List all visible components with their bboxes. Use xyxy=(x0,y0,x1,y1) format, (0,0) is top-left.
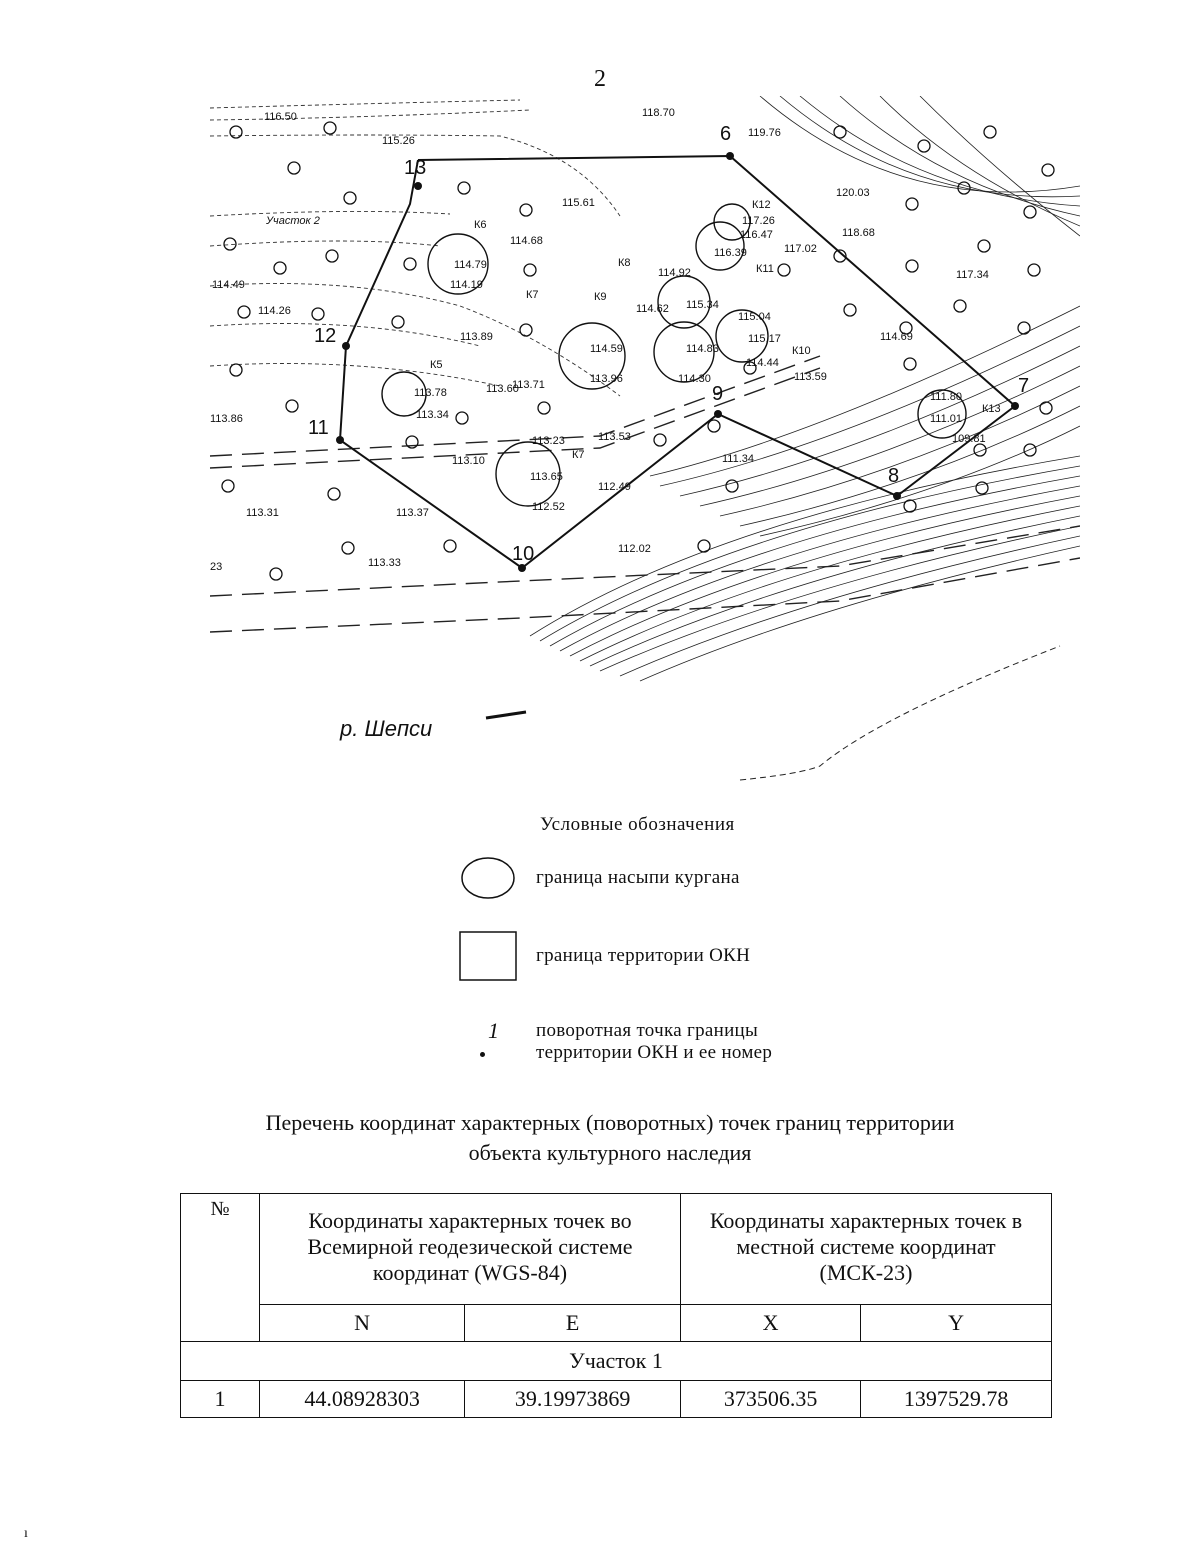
svg-text:114.68: 114.68 xyxy=(510,235,543,247)
legend-kurgan xyxy=(440,856,740,900)
point-label-10: 10 xyxy=(512,543,535,565)
legend-turning-point-line1: поворотная точка границы xyxy=(536,1020,759,1041)
svg-text:116.39: 116.39 xyxy=(714,247,747,259)
svg-text:113.86: 113.86 xyxy=(210,413,243,425)
svg-text:114.79: 114.79 xyxy=(454,259,487,271)
point-label-13: 13 xyxy=(404,157,427,179)
section-label: Участок 1 xyxy=(181,1342,1052,1381)
coordinates-list-title-line1: Перечень координат характерных (поворотных) точек границ территории xyxy=(265,1110,955,1135)
kurgan-label-k7-second: К7 xyxy=(572,449,585,461)
point-label-11: 11 xyxy=(308,417,329,439)
table-section-row xyxy=(181,1342,1052,1381)
kurgan-label-k9: К9 xyxy=(594,291,607,303)
cell-x: 373506.35 xyxy=(681,1381,861,1418)
svg-text:23: 23 xyxy=(210,561,223,573)
kurgan-label-k8: К8 xyxy=(618,257,631,269)
river-flow-arrow xyxy=(486,712,526,718)
svg-text:113.71: 113.71 xyxy=(512,379,545,391)
legend-turning-point xyxy=(440,1018,772,1066)
point-label-8: 8 xyxy=(888,465,900,487)
legend-okn xyxy=(440,930,750,982)
kurgan-label-k11: К11 xyxy=(756,263,774,275)
svg-text:111.01: 111.01 xyxy=(930,413,963,425)
svg-text:113.89: 113.89 xyxy=(460,331,493,343)
svg-text:113.23: 113.23 xyxy=(532,435,565,447)
point-label-9: 9 xyxy=(712,383,724,405)
svg-text:116.50: 116.50 xyxy=(264,111,297,123)
table-subheader-row xyxy=(181,1305,1052,1342)
svg-text:120.03: 120.03 xyxy=(836,187,870,199)
svg-text:115.34: 115.34 xyxy=(686,299,719,311)
river-label: р. Шепси xyxy=(340,716,433,741)
turning-point-dot-icon xyxy=(480,1052,485,1057)
svg-text:113.65: 113.65 xyxy=(530,471,563,483)
svg-text:113.60: 113.60 xyxy=(486,383,519,395)
svg-text:114.49: 114.49 xyxy=(212,279,245,291)
kurgan-label-k13: К13 xyxy=(982,403,1001,415)
col-msk-header: Координаты характерных точек в местной системе координат (МСК-23) xyxy=(681,1194,1052,1305)
kurgan-label-k10: К10 xyxy=(792,345,811,357)
svg-text:112.02: 112.02 xyxy=(618,543,651,555)
coordinates-list-title xyxy=(160,1108,1060,1168)
okn-square-icon xyxy=(458,930,518,982)
svg-text:114.44: 114.44 xyxy=(746,357,779,369)
kurgan-label-k6: К6 xyxy=(474,219,487,231)
legend-okn-label: граница территории ОКН xyxy=(536,945,751,966)
footer-mark: ı xyxy=(24,1526,28,1541)
col-y-header: Y xyxy=(861,1305,1052,1342)
cell-y: 1397529.78 xyxy=(861,1381,1052,1418)
kurgan-k11 xyxy=(696,222,744,270)
point-label-12: 12 xyxy=(314,325,337,347)
legend-turning-point-line2: территории ОКН и ее номер xyxy=(536,1042,773,1063)
svg-text:111.80: 111.80 xyxy=(930,391,963,403)
svg-text:114.59: 114.59 xyxy=(590,343,623,355)
svg-text:114.62: 114.62 xyxy=(636,303,669,315)
kurgan-label-k12: К12 xyxy=(752,199,771,211)
river-bank xyxy=(740,646,1060,780)
col-no-header: № xyxy=(181,1194,260,1342)
svg-text:113.59: 113.59 xyxy=(794,371,827,383)
kurgan-label-k7: К7 xyxy=(526,289,539,301)
kurgan-circle-icon xyxy=(460,856,516,900)
svg-text:117.02: 117.02 xyxy=(784,243,817,255)
svg-text:113.33: 113.33 xyxy=(368,557,401,569)
svg-text:113.10: 113.10 xyxy=(452,455,485,467)
site-map xyxy=(200,96,1080,786)
cell-e: 39.19973869 xyxy=(465,1381,681,1418)
col-x-header: X xyxy=(681,1305,861,1342)
slope-hatching xyxy=(530,96,1080,681)
svg-text:119.76: 119.76 xyxy=(748,127,781,139)
svg-text:115.17: 115.17 xyxy=(748,333,781,345)
svg-text:115.26: 115.26 xyxy=(382,135,415,147)
svg-text:114.83: 114.83 xyxy=(686,343,719,355)
kurgan-label-k5: К5 xyxy=(430,359,443,371)
legend-kurgan-label: граница насыпи кургана xyxy=(536,867,740,888)
svg-text:116.47: 116.47 xyxy=(740,229,773,241)
table-row xyxy=(181,1381,1052,1418)
cell-n: 44.08928303 xyxy=(260,1381,465,1418)
svg-text:109.81: 109.81 xyxy=(952,433,986,445)
svg-text:111.34: 111.34 xyxy=(722,453,755,465)
svg-text:117.26: 117.26 xyxy=(742,215,775,227)
coordinates-table xyxy=(180,1193,1052,1418)
cell-no: 1 xyxy=(181,1381,260,1418)
svg-text:114.19: 114.19 xyxy=(450,279,483,291)
svg-text:113.53: 113.53 xyxy=(598,431,631,443)
point-label-6: 6 xyxy=(720,123,732,145)
svg-text:113.31: 113.31 xyxy=(246,507,279,519)
svg-text:113.96: 113.96 xyxy=(590,373,623,385)
svg-text:114.26: 114.26 xyxy=(258,305,291,317)
svg-text:113.34: 113.34 xyxy=(416,409,449,421)
coordinates-list-title-line2: объекта культурного наследия xyxy=(468,1140,752,1165)
plot-label: Участок 2 xyxy=(266,215,320,227)
turning-point-number: 1 xyxy=(488,1018,499,1043)
legend-title: Условные обозначения xyxy=(540,814,735,835)
svg-text:114.92: 114.92 xyxy=(658,267,691,279)
table-header-row xyxy=(181,1194,1052,1305)
svg-text:114.30: 114.30 xyxy=(678,373,711,385)
svg-text:117.34: 117.34 xyxy=(956,269,989,281)
col-wgs-header: Координаты характерных точек во Всемирной геодезической системе координат (WGS-84) xyxy=(260,1194,681,1305)
svg-text:118.68: 118.68 xyxy=(842,227,875,239)
svg-text:112.52: 112.52 xyxy=(532,501,565,513)
survey-points xyxy=(222,122,1054,580)
svg-text:113.37: 113.37 xyxy=(396,507,429,519)
svg-text:118.70: 118.70 xyxy=(642,107,675,119)
svg-text:112.49: 112.49 xyxy=(598,481,631,493)
svg-text:115.61: 115.61 xyxy=(562,197,595,209)
svg-text:113.78: 113.78 xyxy=(414,387,447,399)
svg-text:114.69: 114.69 xyxy=(880,331,913,343)
svg-text:115.04: 115.04 xyxy=(738,311,771,323)
col-e-header: E xyxy=(465,1305,681,1342)
col-n-header: N xyxy=(260,1305,465,1342)
point-label-7: 7 xyxy=(1018,375,1030,397)
contour-lines xyxy=(210,100,620,396)
page-number: 2 xyxy=(594,66,606,92)
